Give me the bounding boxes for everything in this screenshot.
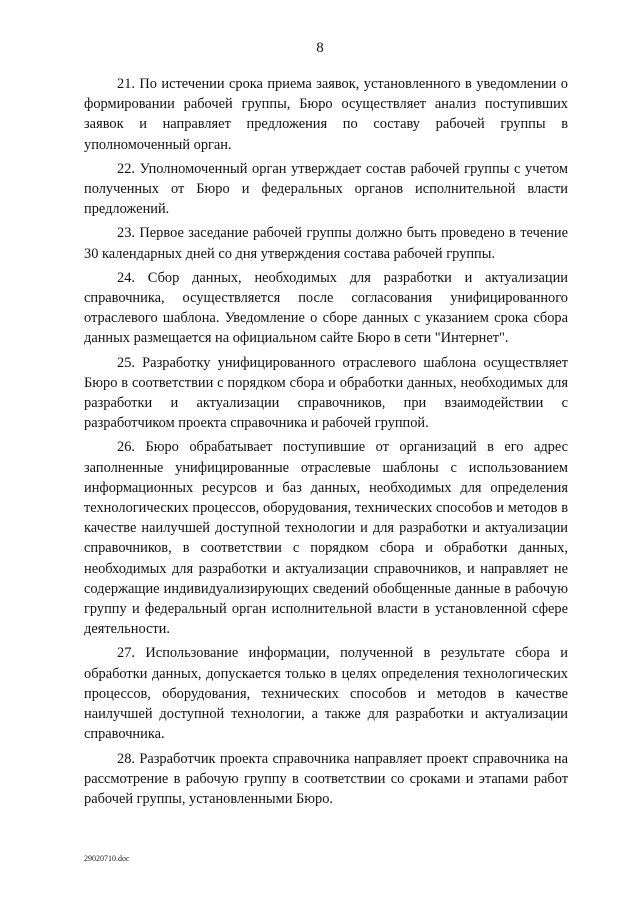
paragraph-26: 26. Бюро обрабатывает поступившие от организаций в его адрес заполненные унифицированные отраслевые шаблоны с использованием информационных ресурсов и баз данных, необходимых для определения технологических процессов, оборудования, технических способов и методов в качестве наилучшей доступной технологии и для разработки и актуализации справочников, в соответствии с порядком сбора и обработки данных, необходимых для разработки и актуализации справочников, и направляет не содержащие индивидуализирующих сведений обобщенные данные в рабочую группу и федеральный орган исполнительной власти в установленной сфере деятельности. xyxy=(84,439,568,638)
paragraph-24: 24. Сбор данных, необходимых для разработки и актуализации справочника, осуществляется после согласования унифицированного отраслевого шаблона. Уведомление о сборе данных с указанием срока сбора данных размещается на официальном сайте Бюро в сети "Интернет". xyxy=(84,269,568,347)
footer-document-code: 29020710.doc xyxy=(84,854,130,863)
paragraph-22: 22. Уполномоченный орган утверждает состав рабочей группы с учетом полученных от Бюро и федеральных органов исполнительной власти предложений. xyxy=(84,160,568,218)
paragraph-28: 28. Разработчик проекта справочника направляет проект справочника на рассмотрение в рабочую группу в соответствии со сроками и этапами работ рабочей группы, установленными Бюро. xyxy=(84,750,568,807)
paragraph-27: 27. Использование информации, полученной в результате сбора и обработки данных, допускается только в целях определения технологических процессов, оборудования, технических способов и методов в качестве наилучшей доступной технологии, а также для разработки и актуализации справочника. xyxy=(84,645,568,743)
paragraph-25: 25. Разработку унифицированного отраслевого шаблона осуществляет Бюро в соответствии с порядком сбора и обработки данных, необходимых для разработки и актуализации справочников, при взаимодействии с разработчиком проекта справочника и рабочей группой. xyxy=(84,354,568,432)
page-number: 8 xyxy=(316,40,324,56)
paragraph-23: 23. Первое заседание рабочей группы должно быть проведено в течение 30 календарных дней со дня утверждения состава рабочей группы. xyxy=(84,225,568,262)
paragraph-21: 21. По истечении срока приема заявок, установленного в уведомлении о формировании рабочей группы, Бюро осуществляет анализ поступивших заявок и направляет предложения по составу рабочей группы в уполномоченный орган. xyxy=(84,76,568,153)
document-body xyxy=(84,74,568,813)
